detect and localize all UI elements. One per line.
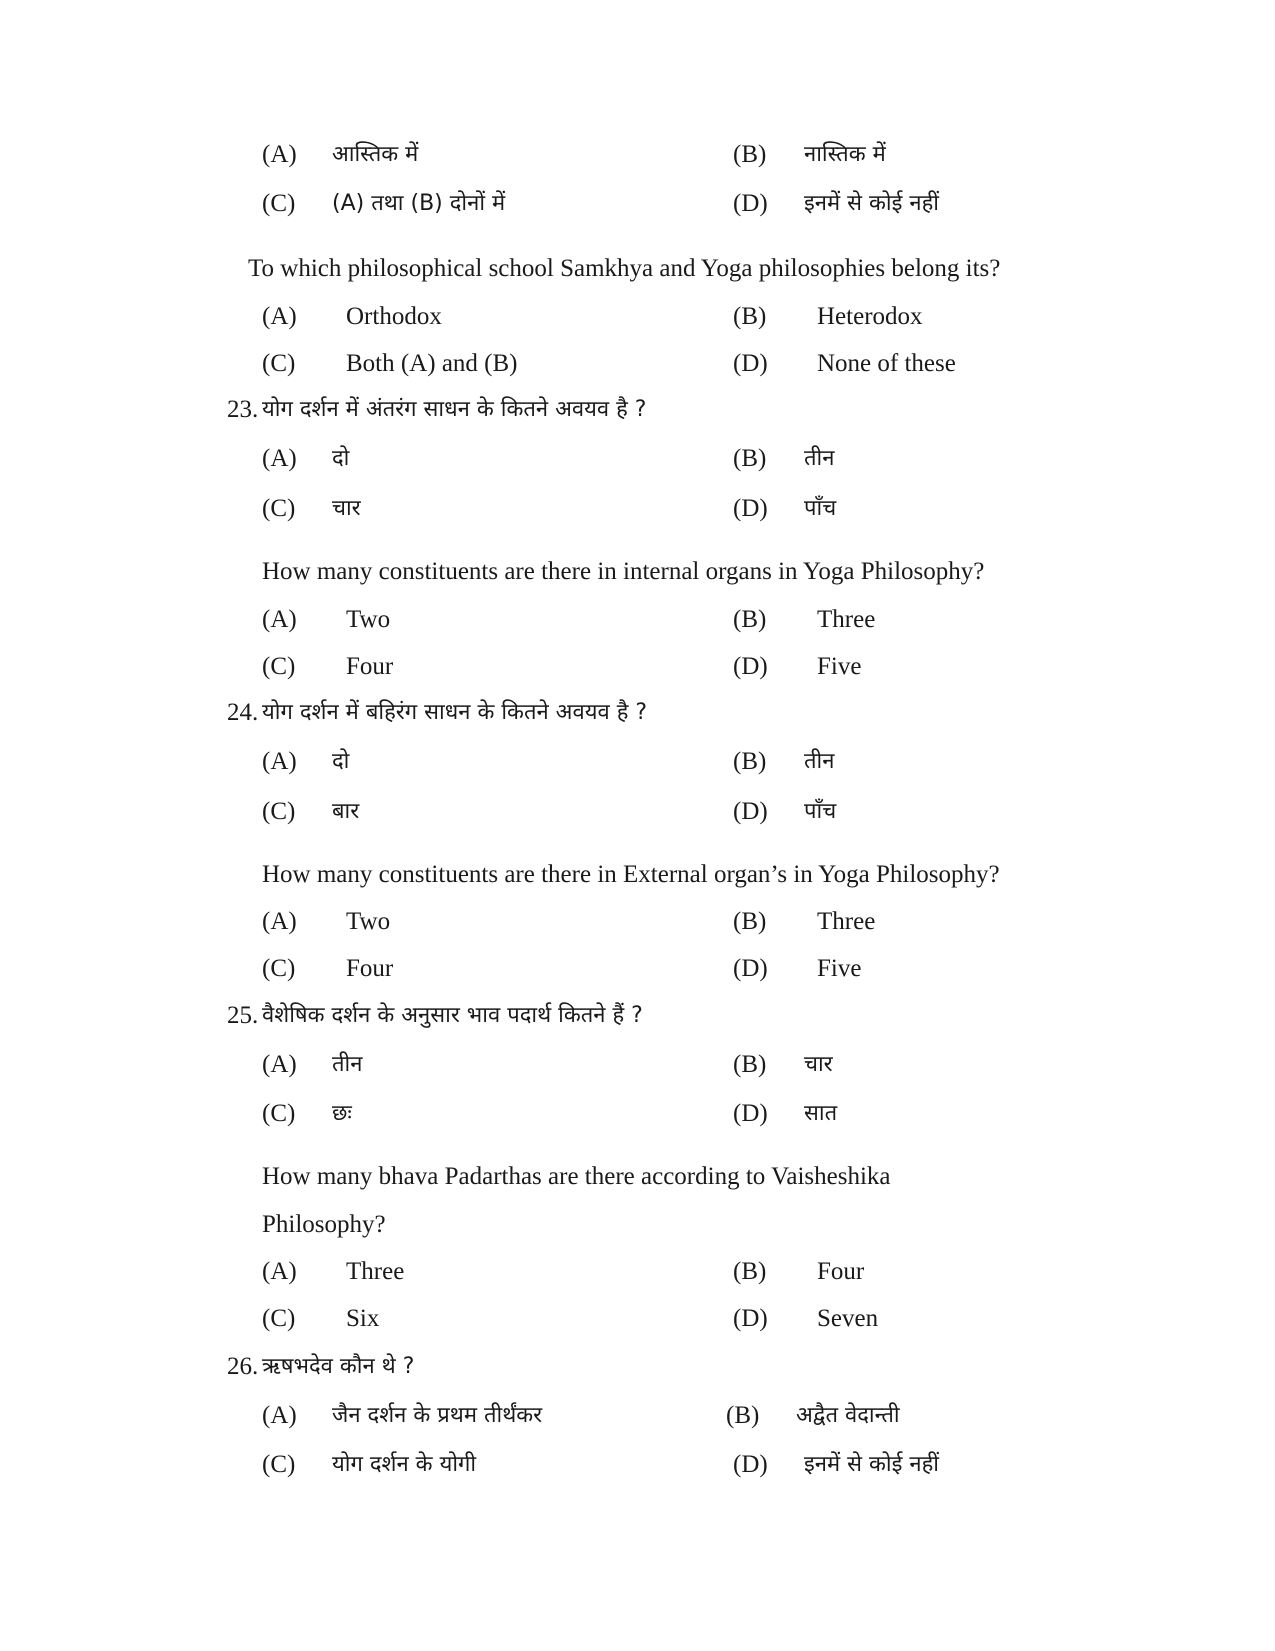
option-label-a: (A) [262,141,297,168]
option-label-c: (C) [262,653,296,680]
option-label-a: (A) [262,908,297,935]
option-text-b: चार [804,1052,833,1077]
option-label-d: (D) [733,1305,768,1332]
question-text-en: To which philosophical school Samkhya and Yoga philosophies belong its? [248,255,1001,282]
option-label-c: (C) [262,350,296,377]
option-label-b: (B) [733,748,767,775]
option-text-c: Four [346,653,394,680]
option-text-c: Six [346,1305,380,1332]
option-label-a: (A) [262,303,297,330]
option-text-a: Two [346,908,391,935]
question-text-hi: योग दर्शन में बहिरंग साधन के कितने अवयव है ? [262,700,648,725]
option-text-d: इनमें से कोई नहीं [804,191,940,216]
option-label-c: (C) [262,955,296,982]
question-text-en: How many constituents are there in External organ’s in Yoga Philosophy? [262,861,1000,888]
option-label-c: (C) [262,1100,296,1127]
option-label-c: (C) [262,798,296,825]
option-label-b: (B) [733,445,767,472]
option-text-a: दो [332,446,350,471]
option-text-c: चार [332,496,361,521]
option-text-d: None of these [817,350,956,377]
option-text-b: Four [817,1258,865,1285]
option-label-b: (B) [733,1051,767,1078]
option-text-b: Heterodox [817,303,923,330]
option-label-d: (D) [733,798,768,825]
option-label-a: (A) [262,1051,297,1078]
option-text-d: पाँच [804,799,837,824]
option-label-d: (D) [733,495,768,522]
option-text-a: जैन दर्शन के प्रथम तीर्थंकर [332,1403,543,1428]
option-text-c: योग दर्शन के योगी [332,1452,477,1477]
option-label-d: (D) [733,350,768,377]
option-label-a: (A) [262,606,297,633]
option-label-c: (C) [262,495,296,522]
option-label-b: (B) [733,141,767,168]
option-text-a: Two [346,606,391,633]
option-text-d: पाँच [804,496,837,521]
option-label-c: (C) [262,190,296,217]
option-label-d: (D) [733,1451,768,1478]
option-label-c: (C) [262,1305,296,1332]
option-label-b: (B) [733,606,767,633]
option-label-a: (A) [262,1258,297,1285]
option-text-a: Orthodox [346,303,442,330]
question-text-en: How many constituents are there in internal organs in Yoga Philosophy? [262,558,985,585]
option-text-c: Both (A) and (B) [346,350,518,377]
option-label-c: (C) [262,1451,296,1478]
question-number: 23. [227,396,259,423]
question-number: 24. [227,699,259,726]
option-text-b: तीन [804,446,835,471]
option-text-d: Five [817,653,862,680]
option-label-d: (D) [733,190,768,217]
option-text-d: Seven [817,1305,879,1332]
option-text-c: छः [332,1101,352,1126]
option-text-d: सात [804,1101,838,1126]
option-text-a: Three [346,1258,405,1285]
option-label-a: (A) [262,748,297,775]
option-text-b: तीन [804,749,835,774]
option-label-d: (D) [733,1100,768,1127]
option-label-d: (D) [733,955,768,982]
option-label-a: (A) [262,445,297,472]
option-text-d: इनमें से कोई नहीं [804,1452,940,1477]
option-label-d: (D) [733,653,768,680]
question-text-hi: वैशेषिक दर्शन के अनुसार भाव पदार्थ कितने हैं ? [262,1003,643,1028]
option-text-c: (A) तथा (B) दोनों में [332,191,506,216]
question-number: 26. [227,1353,259,1380]
question-text-en-line2: Philosophy? [262,1211,386,1238]
option-text-b: Three [817,908,876,935]
question-number: 25. [227,1002,259,1029]
option-label-b: (B) [733,908,767,935]
question-text-en-line1: How many bhava Padarthas are there according to Vaisheshika [262,1163,891,1190]
question-text-hi: ऋषभदेव कौन थे ? [262,1354,415,1379]
option-text-b: अद्वैत वेदान्ती [796,1403,900,1428]
option-text-a: आस्तिक में [332,142,419,167]
option-text-b: नास्तिक में [804,142,886,167]
question-text-hi: योग दर्शन में अंतरंग साधन के कितने अवयव है ? [262,397,647,422]
option-text-c: Four [346,955,394,982]
option-text-a: दो [332,749,350,774]
option-label-b: (B) [733,1258,767,1285]
option-text-d: Five [817,955,862,982]
option-text-a: तीन [332,1052,363,1077]
option-label-b: (B) [726,1402,760,1429]
option-label-a: (A) [262,1402,297,1429]
option-text-b: Three [817,606,876,633]
option-label-b: (B) [733,303,767,330]
option-text-c: बार [332,799,360,824]
